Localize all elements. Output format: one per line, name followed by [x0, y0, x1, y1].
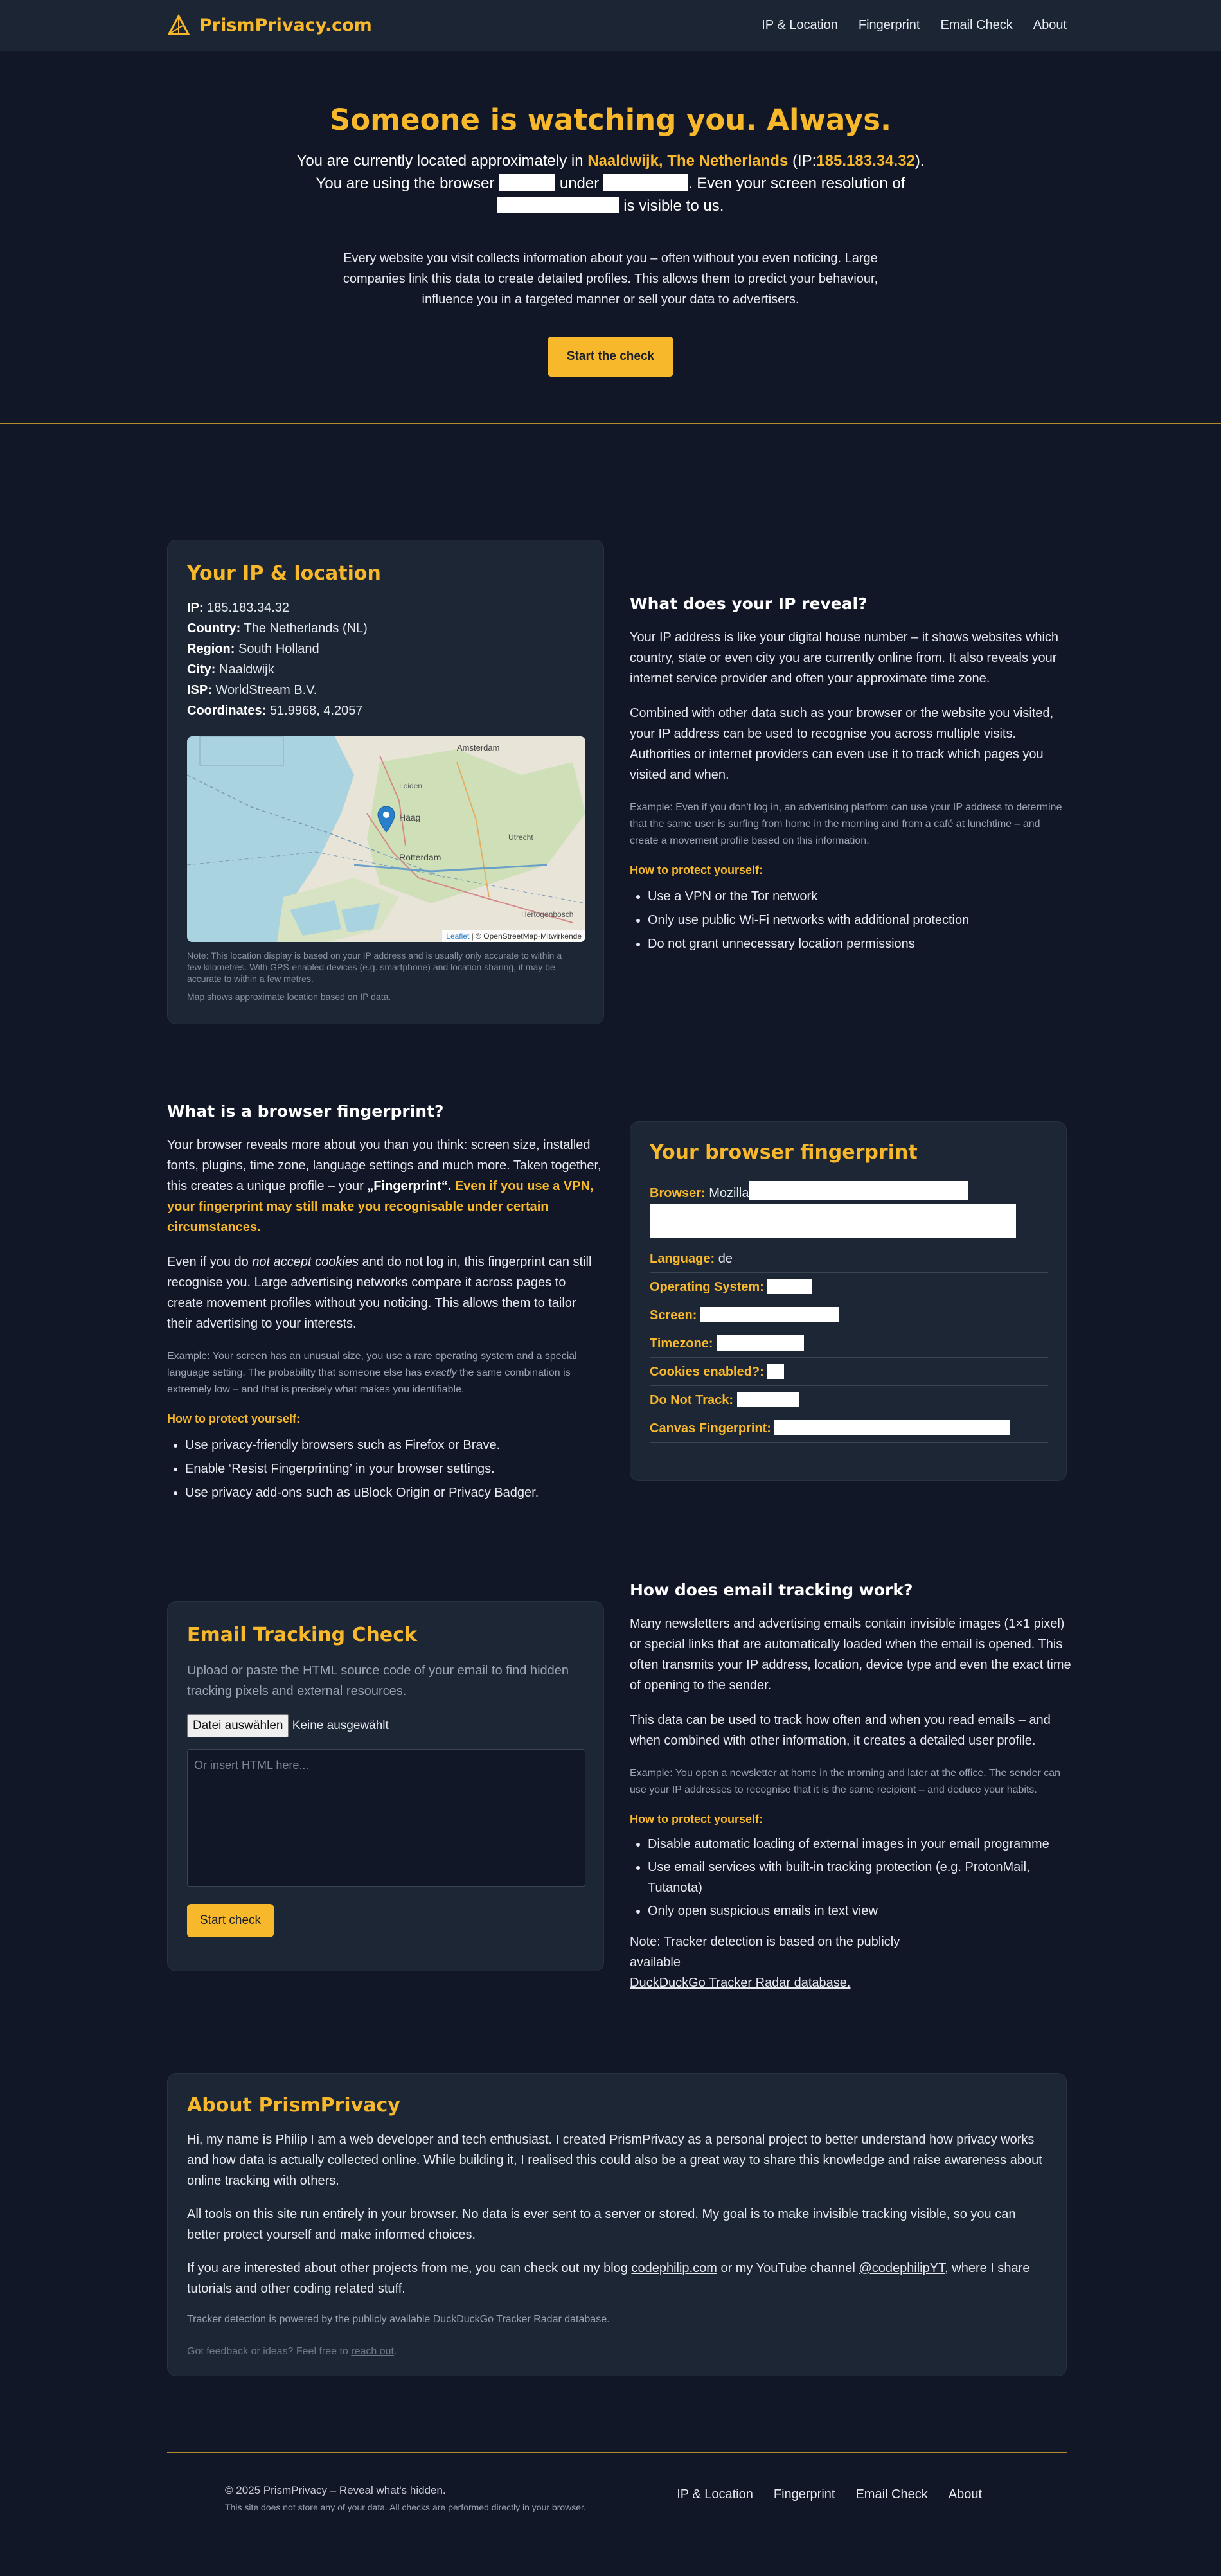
fp-protect-list	[167, 1434, 604, 1505]
choose-file-button[interactable]: Datei auswählen	[187, 1714, 289, 1737]
email-card-title: Email Tracking Check	[187, 1624, 417, 1646]
nav-link-email-check[interactable]: Email Check	[940, 18, 1013, 32]
footer-links	[677, 2487, 982, 2502]
hero-location: Naaldwijk, The Netherlands	[587, 152, 789, 170]
field-value: WorldStream B.V.	[215, 683, 317, 697]
fp-row-canvas	[650, 1414, 1048, 1443]
location-map[interactable]	[187, 736, 585, 942]
ip-protect-list	[630, 885, 1067, 956]
fp-p2-b: and do not log in, this fingerprint can still recognise you. Large advertising networks compare it across pages to create movement profiles without you noticing. This allows them to tailor their advertising to your interests.	[167, 1255, 592, 1331]
redacted-browser	[499, 174, 555, 191]
footer-divider	[167, 2452, 1067, 2453]
redacted-os-value	[767, 1279, 812, 1294]
fp-info-p1	[167, 1135, 604, 1238]
field-label: IP:	[187, 601, 204, 615]
nav-link-fingerprint[interactable]: Fingerprint	[858, 18, 920, 32]
brand[interactable]	[167, 14, 372, 37]
hero-line3-suffix: is visible to us.	[623, 197, 724, 215]
about-card	[167, 2073, 1067, 2376]
blog-link[interactable]: codephilip.com	[631, 2261, 717, 2275]
fp-label: Language:	[650, 1252, 715, 1266]
html-input[interactable]	[187, 1749, 585, 1887]
footer-copyright: © 2025 PrismPrivacy – Reveal what's hidden.	[225, 2484, 446, 2496]
fp-label: Browser:	[650, 1186, 706, 1200]
footer-link-email-check[interactable]: Email Check	[855, 2487, 928, 2501]
email-note-prefix: Note: Tracker detection is based on the publicly available	[630, 1935, 900, 1969]
feedback-a: Got feedback or ideas? Feel free to	[187, 2346, 348, 2357]
redacted-timezone-value	[717, 1335, 804, 1351]
fp-language-value: de	[718, 1252, 733, 1266]
ip-info-p2: Combined with other data such as your browser or the website you visited, your IP address can be used to recognise you across multiple visits. Authorities or internet providers can even use it to track which pages you visited and when.	[630, 706, 1054, 782]
nav-links	[762, 18, 1067, 33]
about-feedback	[187, 2344, 1047, 2359]
redacted-canvas-value	[774, 1420, 1010, 1435]
ip-field-city	[187, 659, 584, 680]
osm-attribution: | © OpenStreetMap-Mitwirkende	[471, 932, 582, 941]
fp-p2-a: Even if you do	[167, 1255, 249, 1269]
field-label: Region:	[187, 642, 235, 656]
redacted-cookies-value	[767, 1364, 784, 1379]
fp-label: Timezone:	[650, 1337, 713, 1351]
fp-card-title: Your browser fingerprint	[650, 1141, 918, 1164]
nav-link-ip-location[interactable]: IP & Location	[762, 18, 838, 32]
reach-out-link[interactable]: reach out	[351, 2346, 394, 2357]
ip-info-example: Example: Even if you don't log in, an advertising platform can use your IP address to determine that the same user is surfing from home in the morning and from a café at lunchtime – and create a movement profile based on this information.	[630, 802, 1062, 846]
about-p3-a: If you are interested about other projects from me, you can check out my blog	[187, 2261, 628, 2275]
about-p3-c: , where I share tutorials and other coding related stuff.	[187, 2261, 1030, 2296]
tracker-a: Tracker detection is powered by the publicly available	[187, 2314, 431, 2325]
prism-logo-icon	[167, 14, 190, 37]
start-check-button[interactable]: Start the check	[548, 337, 673, 377]
list-item: • Disable automatic loading of external images in your email programme	[648, 1834, 1073, 1854]
fp-row-language	[650, 1245, 1048, 1273]
fp-row-dnt	[650, 1386, 1048, 1414]
about-p3	[187, 2258, 1047, 2299]
field-value: Naaldwijk	[219, 662, 274, 677]
hero-ip-close: ).	[914, 152, 925, 170]
list-item: • Do not grant unnecessary location permissions	[648, 932, 1067, 956]
hero-title: Someone is watching you. Always.	[329, 103, 892, 137]
footer-link-ip-location[interactable]: IP & Location	[677, 2487, 753, 2501]
hero-lead	[0, 150, 1221, 217]
redacted-resolution	[497, 197, 619, 213]
list-item: • Use a VPN or the Tor network	[648, 885, 1067, 909]
hero-line1-prefix: You are currently located approximately in	[296, 152, 584, 170]
hero-line2-prefix: You are using the browser	[316, 175, 495, 192]
list-item: • Use privacy-friendly browsers such as Firefox or Brave.	[185, 1434, 604, 1457]
email-protect-title: How to protect yourself:	[630, 1813, 763, 1825]
hero-line2-suffix: . Even your screen resolution of	[688, 175, 905, 192]
fp-info-title: What is a browser fingerprint?	[167, 1102, 444, 1121]
brand-name: PrismPrivacy.com	[199, 15, 372, 35]
hero	[0, 51, 1221, 424]
ip-card-title: Your IP & location	[187, 562, 381, 585]
duckduckgo-radar-link[interactable]: DuckDuckGo Tracker Radar database.	[630, 1976, 851, 1990]
leaflet-link[interactable]: Leaflet	[446, 932, 470, 941]
tracker-b: database.	[564, 2314, 610, 2325]
redacted-user-agent-2	[650, 1204, 1016, 1238]
map-label-leiden: Leiden	[399, 781, 423, 790]
email-note	[630, 1932, 925, 1993]
hero-ip: 185.183.34.32	[816, 152, 915, 170]
map-label-amsterdam: Amsterdam	[457, 743, 500, 752]
ip-field-country	[187, 618, 584, 639]
fp-label: Cookies enabled?:	[650, 1365, 764, 1379]
map-label-rotterdam: Rotterdam	[399, 852, 441, 862]
email-info-title: How does email tracking work?	[630, 1581, 913, 1599]
fp-row-timezone	[650, 1329, 1048, 1358]
tracker-radar-link[interactable]: DuckDuckGo Tracker Radar	[432, 2314, 562, 2325]
fp-label: Do Not Track:	[650, 1393, 734, 1407]
nav-link-about[interactable]: About	[1033, 18, 1067, 32]
about-title: About PrismPrivacy	[187, 2094, 400, 2117]
field-value: 51.9968, 4.2057	[269, 704, 363, 718]
field-label: City:	[187, 662, 216, 677]
list-item: • Enable ‘Resist Fingerprinting’ in your browser settings.	[185, 1457, 604, 1481]
map-attribution	[442, 930, 585, 942]
email-info	[630, 1581, 1073, 2007]
fp-ex-b: the same combination is extremely low – and that is precisely what makes you identifiable.	[167, 1367, 571, 1395]
hero-ip-open: (IP:	[792, 152, 817, 170]
youtube-link[interactable]: @codephilipYT	[859, 2261, 945, 2275]
ip-field-isp	[187, 680, 584, 700]
about-p1: Hi, my name is Philip I am a web developer and tech enthusiast. I created PrismPrivacy as a personal project to better understand how privacy works and how data is actually collected online. While building it, I realised this could also be a great way to share this knowledge and raise awareness about online tracking with others.	[187, 2133, 1042, 2188]
fp-label: Screen:	[650, 1308, 697, 1322]
feedback-b: .	[393, 2346, 397, 2357]
map-marker-icon[interactable]	[377, 806, 395, 833]
fp-p1-c: Even if you use a VPN, your fingerprint may still make you recognisable under certain circumstances.	[167, 1179, 594, 1234]
start-check-email-button[interactable]: Start check	[187, 1904, 274, 1937]
map-caption: Map shows approximate location based on IP data.	[187, 991, 391, 1002]
ip-location-card	[167, 540, 604, 1024]
ip-info-title: What does your IP reveal?	[630, 594, 868, 613]
email-info-example: Example: You open a newsletter at home in the morning and later at the office. The sender can use your IP addresses to recognise that it is the same recipient – and deduce your habits.	[630, 1768, 1061, 1795]
redacted-os	[603, 174, 688, 191]
fp-label: Canvas Fingerprint:	[650, 1421, 771, 1435]
fp-row-screen	[650, 1301, 1048, 1329]
footer-link-fingerprint[interactable]: Fingerprint	[773, 2487, 835, 2501]
ip-protect-title: How to protect yourself:	[630, 864, 763, 876]
fp-label: Operating System:	[650, 1280, 764, 1294]
ip-field-ip	[187, 598, 584, 618]
list-item: • Only open suspicious emails in text view	[648, 1901, 1073, 1921]
about-p3-b: or my YouTube channel	[720, 2261, 855, 2275]
map-label-utrecht: Utrecht	[508, 833, 533, 842]
top-nav	[0, 0, 1221, 51]
field-label: Coordinates:	[187, 704, 267, 718]
file-picker	[187, 1714, 584, 1737]
email-tracking-card	[167, 1601, 604, 1971]
fp-row-os	[650, 1273, 1048, 1301]
redacted-dnt-value	[737, 1392, 799, 1407]
ip-field-region	[187, 639, 584, 659]
footer-link-about[interactable]: About	[948, 2487, 982, 2501]
email-protect-list	[630, 1834, 1073, 1921]
footer-copyright-block	[225, 2484, 586, 2512]
map-label-hertogenbosch: Hertogenbosch	[521, 910, 574, 919]
field-value: 185.183.34.32	[207, 601, 290, 615]
fp-row-browser	[650, 1175, 1048, 1245]
hero-line2-under: under	[559, 175, 600, 192]
email-card-description: Upload or paste the HTML source code of your email to find hidden tracking pixels and external resources.	[187, 1664, 569, 1698]
map-label-haag: Haag	[399, 812, 421, 822]
field-value: South Holland	[238, 642, 319, 656]
list-item: • Use email services with built-in tracking protection (e.g. ProtonMail, Tutanota)	[648, 1857, 1073, 1898]
fingerprint-card	[630, 1121, 1067, 1481]
fp-ex-a: Example: Your screen has an unusual size, you use a rare operating system and a special language setting. The probability that someone else has	[167, 1351, 577, 1378]
email-info-p1: Many newsletters and advertising emails contain invisible images (1×1 pixel) or special links that are automatically loaded when the email is opened. This often transmits your IP address, location, device type and even the exact time of opening to the sender.	[630, 1617, 1071, 1692]
hero-description: Every website you visit collects information about you – often without you even noticing. Large companies link this data to create detailed profiles. This allows them to predict your behaviour, influence you in a targeted manner or sell your data to advertisers.	[343, 251, 878, 306]
fp-ex-em: exactly	[424, 1367, 457, 1378]
map-note: Note: This location display is based on your IP address and is usually only accurate to within a few kilometres. With GPS-enabled devices (e.g. smartphone) and location sharing, it may be accurate to within a few metres.	[187, 950, 562, 984]
field-label: ISP:	[187, 683, 212, 697]
file-status: Keine ausgewählt	[292, 1719, 389, 1732]
fp-protect-title: How to protect yourself:	[167, 1412, 301, 1425]
fp-info	[167, 1102, 604, 1505]
list-item: • Only use public Wi-Fi networks with additional protection	[648, 909, 1067, 932]
email-info-p2: This data can be used to track how often and when you read emails – and when combined with other information, it creates a detailed user profile.	[630, 1713, 1051, 1748]
redacted-screen-value	[700, 1307, 839, 1322]
fp-p1-a: Your browser reveals more about you than you think: screen size, installed fonts, plugins, time zone, language settings and much more. Taken together, this creates a unique profile – your	[167, 1138, 602, 1193]
field-value: The Netherlands (NL)	[244, 621, 368, 635]
fp-row-cookies	[650, 1358, 1048, 1386]
field-label: Country:	[187, 621, 241, 635]
about-p2: All tools on this site run entirely in your browser. No data is ever sent to a server or stored. My goal is to make invisible tracking visible, so you can better protect yourself and make informed choices.	[187, 2207, 1016, 2242]
about-tracker-note	[187, 2312, 1047, 2327]
fp-p2-em: not accept cookies	[252, 1255, 359, 1269]
ip-info-p1: Your IP address is like your digital house number – it shows websites which country, state or even city you are currently online from. It also reveals your internet service provider and often your approximate time zone.	[630, 630, 1059, 686]
footer-disclaimer: This site does not store any of your data. All checks are performed directly in your browser.	[225, 2502, 586, 2512]
fp-browser-value: Mozilla	[709, 1186, 749, 1200]
list-item: • Use privacy add-ons such as uBlock Origin or Privacy Badger.	[185, 1481, 604, 1505]
ip-field-coordinates	[187, 700, 584, 721]
ip-info	[630, 594, 1067, 956]
fp-info-p2	[167, 1252, 604, 1334]
ip-fields	[187, 598, 584, 721]
redacted-user-agent-1	[749, 1181, 968, 1200]
fp-p1-b: „Fingerprint“.	[367, 1179, 452, 1193]
fp-info-example	[167, 1348, 604, 1398]
